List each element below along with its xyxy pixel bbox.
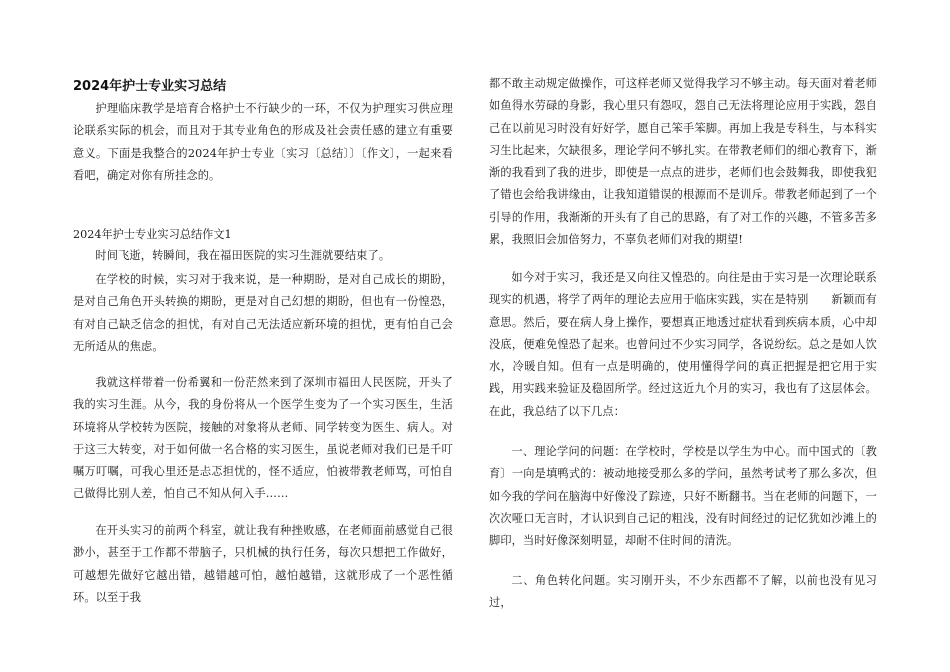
document-title: 2024年护士专业实习总结 [73, 79, 227, 94]
right-paragraph-2: 如今对于实习，我还是又向往又惶恐的。向往是由于实习是一次理论联系现实的机遇，将学了两年的理论去应用于临床实践，实在是特别 新颖而有意思。然后，要在病人身上操作，要想真正地透过症状看到疾病本质，心中却没底，便难免惶恐了起来。也曾问过不少实习同学，各说纷纭。总之是如人饮水，冷暖自知。但有一点是明确的，使用懂得学问的真正把握是把它用于实践，用实践来验证及稳固所学。经过这近九个月的实习，我也有了这层体会。在此，我总结了以下几点： [489, 271, 877, 418]
left-paragraph-3: 我就这样带着一份希翼和一份茫然来到了深圳市福田人民医院，开头了我的实习生涯。从今，我的身份将从一个医学生变为了一个实习医生，生活环境将从学校转为医院，接触的对象将从老师、同学转变为医生、病人。对于这三大转变，对于如何做一名合格的实习医生，虽说老师对我们已是千叮嘱万叮嘱，可我心里还是忐忑担忧的，怪不适应，怕被带教老师骂，可怕自己做得比别人差，怕自己不知从何入手…… [73, 376, 453, 501]
essay-heading: 2024年护士专业实习总结作文1 [73, 228, 232, 241]
right-paragraph-1: 都不敢主动规定做操作，可这样老师又觉得我学习不够主动。每天面对着老师如鱼得水劳碌的身影，我心里只有怨叹，怨自己无法将理论应用于实践，怨自己在以前见习时没有好好学，愿自己笨手笨脚。再加上我是专科生，与本科实习生比起来，欠缺很多，理论学问不够扎实。在带教老师们的细心教育下，渐渐的我看到了我的进步，即使是一点点的进步，老师们也会鼓舞我，即使我犯了错也会给我讲缘由，让我知道错误的根源而不是训斥。带教老师起到了一个引导的作用，我渐渐的开头有了自己的思路，有了对工作的兴趣，不管多苦多累，我照旧会加倍努力，不辜负老师们对我的期望! [489, 77, 877, 247]
right-paragraph-4: 二、角色转化问题。实习刚开头，不少东西都不了解，以前也没有见习过， [489, 574, 877, 610]
left-paragraph-1: 时间飞逝，转瞬间，我在福田医院的实习生涯就要结束了。 [95, 249, 391, 262]
right-paragraph-3: 一、理论学问的问题：在学校时，学校是以学生为中心。而中国式的〔教育〕一向是填鸭式的：被动地接受那么多的学问，虽然考试考了那么多次，但如今我的学问在脑海中好像没了踪迹，只好不断翻书。当在老师的问题下，一次次哑口无言时，才认识到自己记的粗浅，没有时间经过的记忆犹如沙滩上的脚印，当时好像深刻明显，却耐不住时间的清洗。 [489, 445, 877, 548]
left-paragraph-4: 在开头实习的前两个科室，就让我有种挫败感，在老师面前感觉自己很渺小，甚至于工作都不带脑子，只机械的执行任务，每次只想把工作做好，可越想先做好它越出错，越错越可怕，越怕越错，这就形成了一个恶性循环。以至于我 [73, 524, 453, 604]
intro-paragraph: 护理临床教学是培育合格护士不行缺少的一环，不仅为护理实习供应理论联系实际的机会，而且对于其专业角色的形成及社会责任感的建立有重要意义。下面是我整合的2024年护士专业〔实习〔总结〕〕〔作文〕，一起来看看吧，确定对你有所挂念的。 [73, 102, 453, 182]
left-paragraph-2: 在学校的时候，实习对于我来说，是一种期盼，是对自己成长的期盼，是对自己角色开头转换的期盼，更是对自己幻想的期盼，但也有一份惶恐，有对自己缺乏信念的担忧，有对自己无法适应新环境的担忧，更有怕自己会无所适从的焦虑。 [73, 273, 453, 353]
